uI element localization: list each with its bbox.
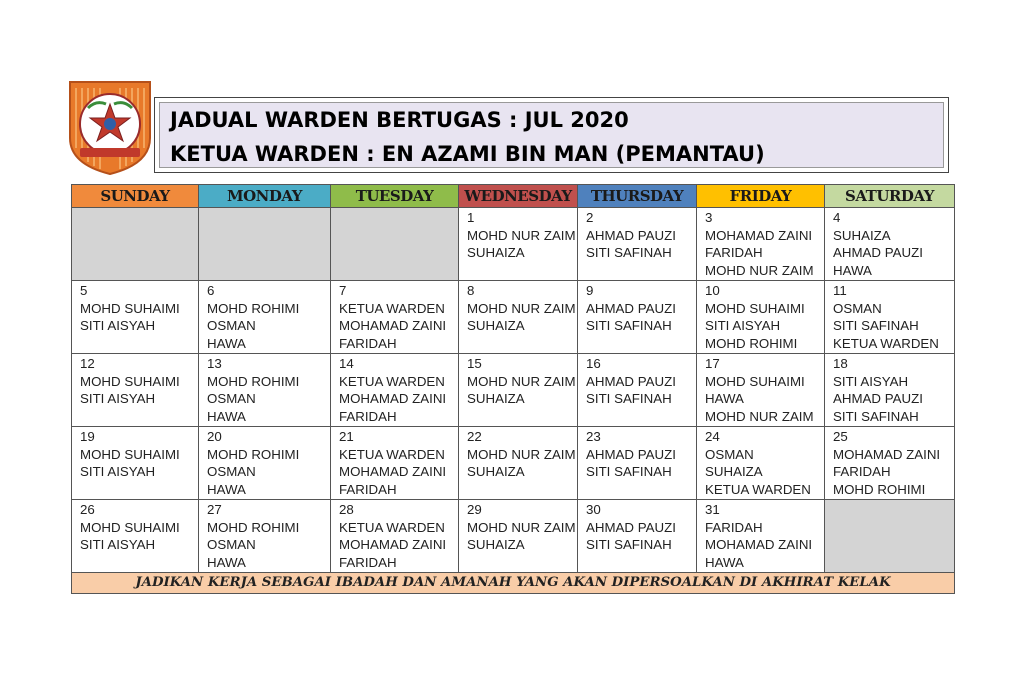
warden-name: MOHD NUR ZAIM: [467, 300, 576, 316]
warden-name: MOHAMAD ZAINI: [339, 464, 447, 479]
day-number: 11: [833, 283, 847, 298]
day-cell: [578, 281, 697, 354]
warden-name: FARIDAH: [833, 464, 891, 479]
weekday-header: FRIDAY: [697, 185, 825, 208]
warden-name: MOHAMAD ZAINI: [705, 227, 813, 243]
warden-name: SUHAIZA: [467, 318, 525, 333]
warden-name: SUHAIZA: [705, 464, 763, 479]
warden-name: AHMAD PAUZI: [586, 227, 676, 243]
week-row: [72, 354, 955, 427]
day-number: 21: [339, 429, 354, 444]
warden-name: MOHD SUHAIMI: [705, 300, 805, 316]
warden-name: SITI AISYAH: [833, 373, 909, 389]
day-cell: [697, 354, 825, 427]
day-number: 27: [207, 502, 222, 517]
day-number: 14: [339, 356, 354, 371]
warden-name: MOHD SUHAIMI: [80, 519, 180, 535]
warden-name: MOHD NUR ZAIM: [467, 519, 576, 535]
weekday-header: SATURDAY: [825, 185, 955, 208]
day-cell: [697, 427, 825, 500]
day-cell: [578, 354, 697, 427]
warden-name: OSMAN: [207, 318, 256, 333]
day-number: 9: [586, 283, 594, 298]
warden-name: OSMAN: [833, 300, 882, 316]
warden-name: SITI SAFINAH: [586, 537, 672, 552]
warden-name: HAWA: [833, 262, 872, 278]
weekday-header: TUESDAY: [331, 185, 459, 208]
warden-name: OSMAN: [207, 464, 256, 479]
day-cell: [825, 281, 955, 354]
warden-name: MOHD NUR ZAIM: [467, 446, 576, 462]
empty-day-cell: [72, 208, 199, 281]
empty-day-cell: [825, 500, 955, 573]
warden-name: KETUA WARDEN: [339, 446, 445, 462]
warden-name: AHMAD PAUZI: [586, 300, 676, 316]
weekday-header: SUNDAY: [72, 185, 199, 208]
day-number: 16: [586, 356, 601, 371]
warden-name: FARIDAH: [705, 519, 763, 535]
warden-name: SITI SAFINAH: [586, 391, 672, 406]
warden-name: SITI AISYAH: [80, 464, 156, 479]
day-number: 17: [705, 356, 720, 371]
warden-name: MOHAMAD ZAINI: [833, 446, 941, 462]
warden-name: KETUA WARDEN: [833, 335, 939, 351]
empty-day-cell: [331, 208, 459, 281]
day-number: 30: [586, 502, 601, 517]
warden-name: MOHD SUHAIMI: [705, 373, 805, 389]
day-number: 23: [586, 429, 601, 444]
warden-name: MOHD SUHAIMI: [80, 373, 180, 389]
weekday-header-row: [72, 185, 955, 208]
footer-motto: JADIKAN KERJA SEBAGAI IBADAH DAN AMANAH YANG AKAN DIPERSOALKAN DI AKHIRAT KELAK: [72, 573, 955, 594]
warden-name: FARIDAH: [339, 335, 397, 351]
day-cell: [697, 500, 825, 573]
warden-name: MOHD ROHIMI: [705, 335, 798, 351]
page-subtitle: KETUA WARDEN : EN AZAMI BIN MAN (PEMANTAU): [170, 142, 765, 166]
warden-name: FARIDAH: [339, 481, 397, 497]
warden-name: AHMAD PAUZI: [586, 373, 676, 389]
warden-name: MOHD ROHIMI: [207, 373, 300, 389]
warden-name: SITI AISYAH: [80, 537, 156, 552]
warden-name: MOHD ROHIMI: [207, 446, 300, 462]
warden-name: HAWA: [207, 335, 246, 351]
warden-name: AHMAD PAUZI: [586, 446, 676, 462]
warden-name: SITI AISYAH: [705, 318, 781, 333]
warden-name: AHMAD PAUZI: [833, 391, 923, 406]
day-number: 18: [833, 356, 848, 371]
warden-name: SITI SAFINAH: [833, 318, 919, 333]
day-number: 2: [586, 210, 594, 225]
warden-name: HAWA: [705, 391, 744, 406]
day-number: 15: [467, 356, 482, 371]
day-cell: [199, 281, 331, 354]
day-cell: [331, 427, 459, 500]
day-number: 25: [833, 429, 848, 444]
warden-name: MOHD NUR ZAIM: [467, 373, 576, 389]
day-cell: [72, 354, 199, 427]
day-cell: [697, 281, 825, 354]
week-row: [72, 208, 955, 281]
day-number: 3: [705, 210, 713, 225]
day-number: 4: [833, 210, 841, 225]
warden-name: SITI AISYAH: [80, 318, 156, 333]
warden-name: SITI SAFINAH: [586, 464, 672, 479]
week-row: [72, 427, 955, 500]
day-cell: [72, 500, 199, 573]
day-number: 22: [467, 429, 482, 444]
warden-name: HAWA: [207, 481, 246, 497]
footer-row: [72, 573, 955, 594]
day-cell: [459, 208, 578, 281]
warden-name: OSMAN: [207, 537, 256, 552]
warden-name: SUHAIZA: [467, 464, 525, 479]
warden-name: FARIDAH: [339, 554, 397, 570]
day-cell: [825, 208, 955, 281]
warden-name: MOHD NUR ZAIM: [467, 227, 576, 243]
warden-name: HAWA: [207, 554, 246, 570]
day-cell: [459, 281, 578, 354]
warden-name: SUHAIZA: [833, 227, 891, 243]
warden-name: MOHD NUR ZAIM: [705, 262, 814, 278]
week-row: [72, 281, 955, 354]
duty-calendar: [71, 184, 955, 594]
warden-name: MOHD SUHAIMI: [80, 300, 180, 316]
warden-name: MOHAMAD ZAINI: [339, 318, 447, 333]
warden-name: HAWA: [207, 408, 246, 424]
day-number: 12: [80, 356, 95, 371]
day-cell: [199, 427, 331, 500]
day-cell: [459, 354, 578, 427]
day-number: 26: [80, 502, 95, 517]
page-title: JADUAL WARDEN BERTUGAS : JUL 2020: [170, 108, 629, 132]
day-cell: [72, 281, 199, 354]
warden-name: OSMAN: [705, 446, 754, 462]
day-cell: [578, 427, 697, 500]
day-cell: [199, 354, 331, 427]
day-number: 1: [467, 210, 475, 225]
warden-name: HAWA: [705, 554, 744, 570]
warden-name: SUHAIZA: [467, 245, 525, 260]
warden-name: MOHAMAD ZAINI: [339, 391, 447, 406]
day-cell: [825, 354, 955, 427]
warden-name: AHMAD PAUZI: [833, 245, 923, 260]
warden-name: SUHAIZA: [467, 391, 525, 406]
school-crest-icon: [66, 78, 154, 176]
warden-name: MOHAMAD ZAINI: [705, 537, 813, 552]
warden-name: MOHD ROHIMI: [207, 300, 300, 316]
day-cell: [697, 208, 825, 281]
day-number: 8: [467, 283, 475, 298]
weekday-header: WEDNESDAY: [459, 185, 578, 208]
warden-name: MOHAMAD ZAINI: [339, 537, 447, 552]
warden-name: KETUA WARDEN: [339, 519, 445, 535]
day-cell: [331, 500, 459, 573]
day-cell: [72, 427, 199, 500]
warden-name: SITI AISYAH: [80, 391, 156, 406]
warden-name: KETUA WARDEN: [339, 300, 445, 316]
weekday-header: THURSDAY: [578, 185, 697, 208]
warden-name: KETUA WARDEN: [339, 373, 445, 389]
day-number: 6: [207, 283, 215, 298]
day-cell: [578, 208, 697, 281]
warden-name: KETUA WARDEN: [705, 481, 811, 497]
title-banner: [154, 97, 949, 173]
warden-name: MOHD SUHAIMI: [80, 446, 180, 462]
warden-name: FARIDAH: [705, 245, 763, 260]
day-cell: [825, 427, 955, 500]
warden-name: MOHD ROHIMI: [833, 481, 926, 497]
warden-name: OSMAN: [207, 391, 256, 406]
day-number: 10: [705, 283, 720, 298]
day-number: 7: [339, 283, 347, 298]
day-cell: [459, 500, 578, 573]
warden-name: SITI SAFINAH: [586, 318, 672, 333]
day-cell: [199, 500, 331, 573]
day-number: 13: [207, 356, 222, 371]
day-number: 5: [80, 283, 88, 298]
day-number: 19: [80, 429, 95, 444]
day-number: 31: [705, 502, 720, 517]
warden-name: SITI SAFINAH: [586, 245, 672, 260]
empty-day-cell: [199, 208, 331, 281]
day-number: 24: [705, 429, 720, 444]
warden-name: SUHAIZA: [467, 537, 525, 552]
day-cell: [331, 354, 459, 427]
day-number: 29: [467, 502, 482, 517]
day-number: 28: [339, 502, 354, 517]
warden-name: FARIDAH: [339, 408, 397, 424]
day-cell: [578, 500, 697, 573]
day-cell: [459, 427, 578, 500]
day-cell: [331, 281, 459, 354]
day-number: 20: [207, 429, 222, 444]
weekday-header: MONDAY: [199, 185, 331, 208]
warden-name: AHMAD PAUZI: [586, 519, 676, 535]
warden-name: MOHD NUR ZAIM: [705, 408, 814, 424]
warden-name: MOHD ROHIMI: [207, 519, 300, 535]
week-row: [72, 500, 955, 573]
warden-name: SITI SAFINAH: [833, 408, 919, 424]
